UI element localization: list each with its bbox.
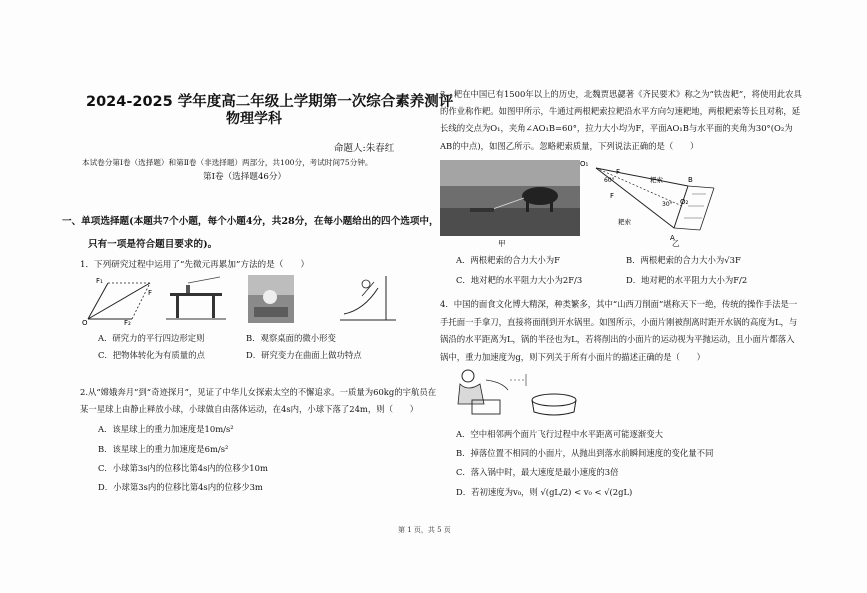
q1-photo-figure <box>248 275 294 323</box>
q2-option-a: A．该星球上的重力加速度是10m/s² <box>98 424 234 434</box>
q1-slope-figure <box>334 270 404 326</box>
q4-option-a: A．空中相邻两个面片飞行过程中水平距离可能逐渐变大 <box>456 429 664 439</box>
section1-heading-2: 只有一项是符合题目要求的)。 <box>88 239 218 250</box>
q2-option-b: B．该星球上的重力加速度是6m/s² <box>98 444 229 454</box>
q2-line1: 2.从“嫦娥奔月”到“奇迹探月”，见证了中华儿女探索太空的不懈追求。一质量为60kg的宇航员在 <box>80 387 437 397</box>
author-line: 命题人:朱春红 <box>334 143 395 154</box>
q1-option-d: D．研究变力在曲面上做功特点 <box>246 350 362 360</box>
q3-line1: 3．耙在中国已有1500年以上的历史，北魏贾思勰著《齐民要术》称之为“铁齿耙”，将使用此农具 <box>440 89 802 99</box>
q1-label-o: O <box>82 319 88 325</box>
q1-table-figure <box>166 275 226 325</box>
q4-line3: 锅沿的水平距离为L，锅的半径也为L，若将削出的小面片的运动视为平抛运动，且小面片都落入 <box>440 334 795 344</box>
q3-label-angle60: 60° <box>604 177 615 184</box>
q1-stem: 1．下列研究过程中运用了“先微元再累加”方法的是（ ） <box>80 260 310 270</box>
part1-heading: 第Ⅰ卷（选择题46分） <box>203 172 287 182</box>
q3-fig-jia-label: 甲 <box>498 239 506 248</box>
q3-photo-figure <box>440 160 580 236</box>
q4-noodle-figure <box>450 366 580 420</box>
q4-line1: 4．中国的面食文化博大精深，种类繁多，其中“山西刀削面”堪称天下一绝，传统的操作手法是一 <box>440 299 798 309</box>
q1-label-f1: F₁ <box>96 277 103 285</box>
q3-label-rope-bottom: 耙索 <box>618 218 631 226</box>
q3-label-f-bottom: F <box>610 192 615 200</box>
q4-option-b: B．掉落位置不相同的小面片，从抛出到落水前瞬间速度的变化量不同 <box>456 448 714 458</box>
q2-option-c: C．小球第3s内的位移比第4s内的位移少10m <box>98 463 268 473</box>
q1-parallelogram-figure <box>82 273 157 325</box>
q3-line2: 的作业称作耙。如图甲所示，牛通过两根耙索拉耙沿水平方向匀速耙地，两根耙索等长且对称，延 <box>440 106 801 116</box>
subject-title: 物理学科 <box>226 111 282 127</box>
q1-option-c: C．把物体转化为有质量的点 <box>98 350 205 360</box>
q3-option-a: A．两根耙索的合力大小为F <box>456 255 560 265</box>
q2-line2: 某一星球上由静止释放小球，小球做自由落体运动，在4s内，小球下落了24m，则（ ） <box>80 404 419 414</box>
q1-label-f: F <box>148 289 153 297</box>
exam-title: 2024-2025 学年度高二年级上学期第一次综合素养测评 <box>86 94 454 110</box>
q3-option-b: B．两根耙索的合力大小为√3F <box>626 255 741 265</box>
q3-option-d: D．地对耙的水平阻力大小为F/2 <box>626 275 748 285</box>
q3-option-c: C．地对耙的水平阻力大小为2F/3 <box>456 275 583 285</box>
q3-line4: AB的中点)，如图乙所示。忽略耙索质量，下列说法正确的是（ ） <box>440 141 699 151</box>
q3-force-diagram <box>574 154 734 244</box>
q3-label-o1: O₁ <box>580 160 589 168</box>
q3-label-f-top: F <box>616 168 621 176</box>
page-footer: 第 1 页，共 5 页 <box>398 526 451 534</box>
q1-option-a: A．研究力的平行四边形定则 <box>98 333 205 343</box>
q3-label-angle30: 30° <box>662 201 673 208</box>
q3-line3: 长线的交点为O₁，夹角∠AO₁B=60°，拉力大小均为F，平面AO₁B与水平面的夹角为30°(O₂为 <box>440 123 793 133</box>
q3-fig-yi-label: 乙 <box>672 239 680 248</box>
q3-label-rope-top: 耙索 <box>650 176 663 184</box>
q3-label-a: A <box>670 234 675 242</box>
exam-info: 本试卷分第Ⅰ卷（选择题）和第Ⅱ卷（非选择题）两部分，共100分，考试时间75分钟。 <box>82 158 373 167</box>
q4-option-c: C．落入锅中时，最大速度是最小速度的3倍 <box>456 467 619 477</box>
q1-option-b: B．观察桌面的微小形变 <box>246 333 336 343</box>
q3-label-o2: O₂ <box>680 198 689 206</box>
q4-option-d: D．若初速度为v₀，则 √(gL/2) < v₀ < √(2gL) <box>456 487 633 497</box>
section1-heading: 一、单项选择题(本题共7个小题，每个小题4分，共28分，在每小题给出的四个选项中， <box>62 216 439 227</box>
q2-option-d: D．小球第3s内的位移比第4s内的位移少3m <box>98 482 263 492</box>
q3-label-b: B <box>688 176 693 184</box>
q1-label-f2: F₂ <box>124 319 131 325</box>
q4-line2: 手托面一手拿刀，直接将面削到开水锅里。如图所示，小面片刚被削离时距开水锅的高度为L，与 <box>440 317 798 327</box>
q4-line4: 锅中，重力加速度为g，则下列关于所有小面片的描述正确的是（ ） <box>440 352 705 362</box>
